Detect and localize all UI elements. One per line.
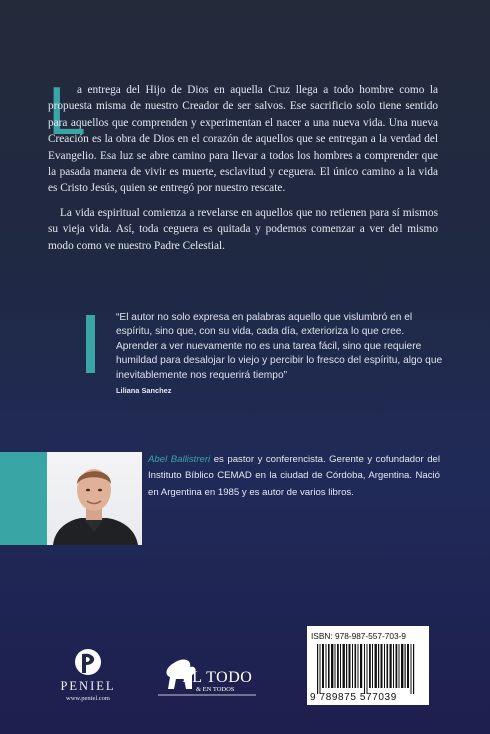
isbn-label: ISBN: 978-987-557-703-9 [311, 631, 407, 641]
author-portrait-image [47, 452, 142, 545]
el-todo-subtitle: & EN TODOS [196, 686, 235, 693]
endorsement-quote [116, 311, 446, 398]
peniel-name: PENIEL [60, 679, 116, 693]
photo-accent-block [0, 452, 47, 545]
author-bio-text: es pastor y conferencista. Gerente y cofundador del Instituto Bíblico CEMAD en la ciudad de Córdoba, Argentina. Nació en Argentina en 1985 y es autor de varios libros. [148, 454, 440, 498]
quote-text: “El autor no solo expresa en palabras aquello que vislumbró en el espíritu, sino que, con su vida, cada día, exterioriza lo que cree. Aprender a ver nuevamente no es una tarea fácil, sino que requiere humildad para desalojar lo viejo y percibir lo fresco del espíritu, algo que inevitablemente nos requerirá tiempo” [116, 312, 443, 381]
el-todo-logo [152, 655, 262, 705]
synopsis-paragraph-1: a entrega del Hijo de Dios en aquella Cruz llega a todo hombre como la propuesta misma de nuestro Creador de ser salvos. Ese sacrificio solo tiene sentido para aquellos que comprenden y experimentan el nacer a una nueva vida. Una nueva Creación es la obra de Dios en el corazón de aquellos que se entregan a la verdad del Evangelio. Esa luz se abre camino para llevar a todos los hombres a comprender que la pasada manera de vivir es muerte, esclavitud y ceguera. El único camino a la vida es Cristo Jesús, quien se entregó por nuestro rescate. [48, 84, 438, 195]
author-photo [47, 452, 142, 545]
author-name: Abel Ballistreri [148, 454, 211, 465]
peniel-logo [44, 648, 132, 706]
isbn-barcode [307, 626, 429, 705]
quote-accent-bar [86, 315, 95, 373]
synopsis-text [48, 73, 438, 254]
peniel-url: www.peniel.com [66, 695, 110, 702]
author-bio [148, 452, 440, 501]
el-todo-name: EL TODO [182, 669, 253, 686]
drop-cap-letter: L [48, 73, 86, 149]
quote-author: Liliana Sanchez [116, 386, 172, 396]
barcode-number: 9 789875 577039 [310, 692, 397, 703]
synopsis-paragraph-2: La vida espiritual comienza a revelarse en aquellos que no retienen para sí mismos su vieja vida. Así, toda ceguera es quitada y podemos comenzar a ver del mismo modo como ve nuestro Padre Celestial. [48, 206, 438, 252]
peniel-emblem-icon [44, 648, 132, 680]
